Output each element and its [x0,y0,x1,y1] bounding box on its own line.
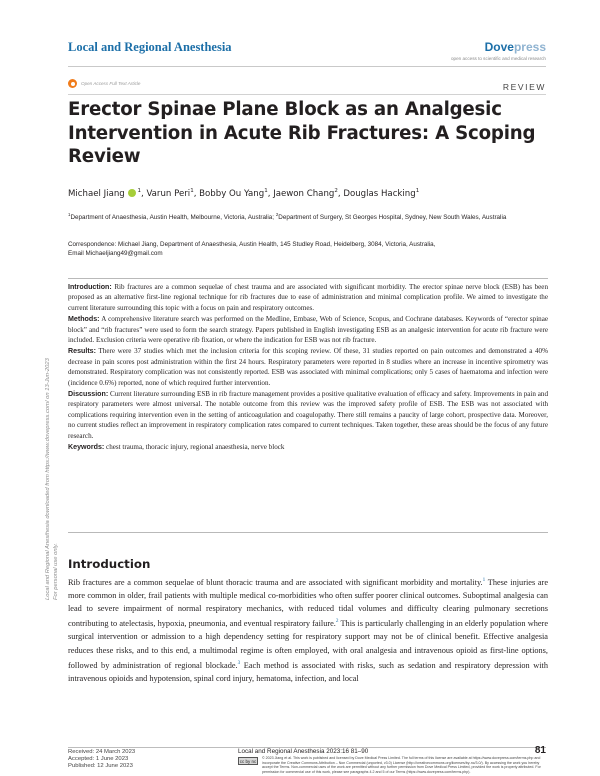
section-heading-introduction: Introduction [68,557,151,571]
publisher-logo[interactable] [485,40,546,54]
correspondence-address: Correspondence: Michael Jiang, Department of Anaesthesia, Austin Health, 145 Studley Road, Heidelberg, 3084, Victoria, Australia, [68,241,436,248]
creative-commons-icon[interactable]: cc by nc [239,759,257,764]
abstract-label: Results: [68,347,96,356]
reference-link[interactable]: 2 [335,618,339,625]
open-access-label: Open Access Full Text Article [81,81,141,86]
received-date: Received: 24 March 2023 [68,749,136,755]
author-affil-mark: 1 [190,188,194,194]
affil-text: Department of Surgery, St Georges Hospital, Sydney, New South Wales, Australia [278,214,507,222]
download-watermark-text [45,358,60,600]
author-affil-mark: 2 [334,188,338,194]
abstract-discussion [68,389,548,441]
abstract-label: Introduction: [68,283,112,291]
orcid-icon[interactable] [128,189,136,197]
abstract-text: chest trauma, thoracic injury, regional anaesthesia, nerve block [106,443,285,452]
published-date: Published: 12 June 2023 [68,763,133,769]
accepted-date: Accepted: 1 June 2023 [68,756,129,762]
page-number: 81 [534,745,546,756]
correspondence-email[interactable]: Email Michaeljiang49@gmail.com [68,250,163,258]
correspondence [68,240,548,258]
author-affil-mark: 1 [415,188,420,194]
abstract-label: Keywords: [68,443,105,452]
open-access-icon [68,79,77,88]
reference-link[interactable]: 3 [237,659,241,666]
abstract-results [68,346,548,388]
body-text: Each method is associated with risks, such as sedation and respiratory depression with intravenous opioids and hypotension, spinal cord injury, hematoma, infection, and local [68,660,548,683]
publication-dates [68,749,135,770]
download-watermark [30,40,60,600]
abstract-text: There were 37 studies which met the inclusion criteria for this scoping review. Of these, 31 studies reported on pain outcomes and demonstrated a 40% decrease in pain scores post administration within the first 24 hours. Respiratory parameters were reported in 8 studies where an increase in incentive spirometry was demonstrated. Respiratory complication was not consistently reported. ESB was associated with minimal complications; only 5 cases of haematoma and infection were (incidence 0.6%) reported, none of which required further intervention. [68,347,548,387]
abstract-methods [68,314,548,345]
publisher-tagline: open access to scientific and medical research [451,56,546,61]
abstract-text: A comprehensive literature search was performed on the Medline, Embase, Web of Science, Scopus, and Cochrane databases. Keywords of “erector spinae block” and “rib fractures” were used to form the search strategy. Papers published in English investigating ESB as an analgesic intervention for acute rib fracture were included. Exclusion criteria were operative rib fixation, or where the indication for ESB was not rib fracture. [68,315,549,345]
abstract-text: Current literature surrounding ESB in rib fracture management provides a positive qualitative evaluation of efficacy and safety. Improvements in pain and respiratory parameters were almost universal. The notable outcome from this review was the improved safety profile of ESB. The ESB was not associated with complications requiring intervention even in the setting of anticoagulation and coagulopathy. There still remains a paucity of large cohort, prospective data. Moreover, no current studies reflect an improvement in respiratory complication rates compared to current techniques. Taken together, these areas should be the focus of any future research. [68,390,548,440]
publisher-logo-light: press [513,40,546,54]
title-divider [68,94,546,95]
abstract-text: Rib fractures are a common sequelae of chest trauma and are associated with significant morbidity. The erector spinae nerve block (ESB) has been proposed as an alternative first-line regional technique for rib fractures due to ease of administration and minimal complication profile. We aimed to investigate the current literature surrounding this topic with a focus on pain and respiratory outcomes. [68,283,548,312]
abstract-label: Methods: [68,315,100,324]
author-list: Michael Jiang $^1$, Varun Peri$^1$, Bobby Ou Yang$^1$, Jaewon Chang$^2$, Douglas Hacking$^1$ [68,188,420,199]
open-access-badge [68,79,141,88]
abstract-keywords [68,442,548,452]
author-name[interactable]: Bobby Ou Yang [199,188,265,199]
affil-mark: 1 [68,212,71,217]
author-name[interactable]: Michael Jiang [68,188,125,199]
affiliations [68,210,548,222]
watermark-line: Local and Regional Anesthesia downloaded from https://www.dovepress.com/ on 13-Jun-2023 [45,358,51,600]
header-divider [68,66,546,67]
abstract-label: Discussion: [68,390,109,399]
author-name[interactable]: Jaewon Chang [273,188,335,199]
journal-title[interactable]: Local and Regional Anesthesia [68,40,232,54]
affil-text: Department of Anaesthesia, Austin Health, Melbourne, Victoria, Australia; [70,214,276,222]
introduction-paragraph [68,574,548,685]
body-text: This is particularly challenging in an elderly population where surgical intervention or admission to a high dependency setting for respiratory support may not be of clinical benefit. Effective analgesia reduces these risks, and to this end, a multimodal regime is often employed, with oral analgesia and intravenous opioid as first-line options, followed by administration of regional blockade. [68,619,549,670]
journal-citation[interactable]: Local and Regional Anesthesia 2023:16 81–90 [238,748,369,755]
body-text: These injuries are more common in older, frail patients with multiple medical co-morbidities who often suffer poorer clinical outcomes. Suboptimal analgesia can lead to severe impairment of normal respiratory mechanics, with reduced tidal volumes and difficulty clearing pulmonary secretions contributing to atelectasis, hypoxia, pneumonia, and eventual respiratory failure. [68,577,549,629]
author-affil-mark: 1 [137,188,141,194]
article-type: REVIEW [502,82,546,92]
paper-title: Erector Spinae Plane Block as an Analgesic Intervention in Acute Rib Fractures: A Scoping Review [68,99,536,167]
license-text: © 2023 Jiang et al. This work is published and licensed by Dove Medical Press Limited. The full terms of this license are available at https://www.dovepress.com/terms.php and incorporate the Creative Commons Attribution – Non Commercial (unported, v3.0) License (http://creativecommons.org/licenses/by-nc/3.0/). By accessing the work you hereby accept the Terms. Non-commercial uses of the work are permitted without any further permission from Dove Medical Press Limited, provided the work is properly attributed. For permission for commercial use of this work, please see paragraphs 4.2 and 5 of our Terms (https://www.dovepress.com/terms.php). [262,756,541,774]
abstract-introduction [68,282,548,313]
abstract [68,278,548,533]
watermark-line: For personal use only. [52,543,59,600]
author-affil-mark: 1 [264,188,268,194]
author-name[interactable]: Douglas Hacking [343,188,416,199]
affil-mark: 2 [275,212,279,217]
publisher-logo-strong: Dove [484,40,514,54]
reference-link[interactable]: 1 [482,577,486,583]
body-text: Rib fractures are a common sequelae of blunt thoracic trauma and are associated with significant morbidity and mortality. [68,577,483,587]
author-name[interactable]: Varun Peri [146,188,191,199]
